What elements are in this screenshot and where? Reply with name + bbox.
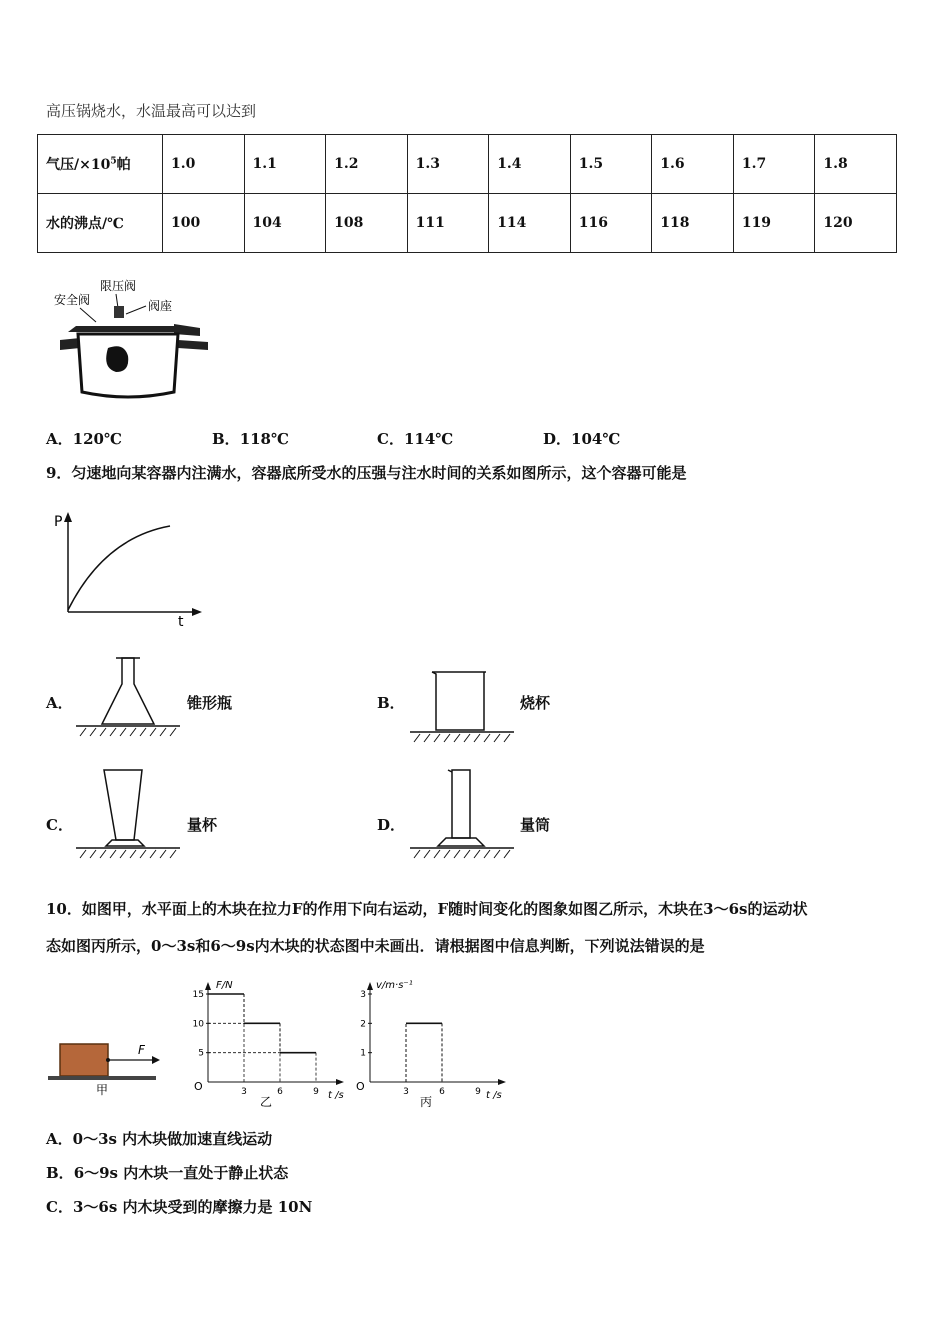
q8-option-b[interactable]: B．118℃ bbox=[212, 430, 289, 448]
graph-y-label: P bbox=[54, 514, 63, 530]
graph-x-label: t bbox=[178, 614, 184, 628]
table-cell: 1.5 bbox=[570, 135, 652, 194]
pot-body-icon bbox=[78, 334, 178, 397]
table-cell: 1.8 bbox=[815, 135, 897, 194]
pressure-cooker-figure bbox=[50, 276, 220, 406]
q9-option-d[interactable]: D． bbox=[377, 816, 406, 834]
table-cell: 104 bbox=[244, 194, 326, 253]
q8-option-c[interactable]: C．114℃ bbox=[377, 430, 454, 448]
q10-option-a[interactable]: A．0～3s 内木块做加速直线运动 bbox=[46, 1130, 273, 1148]
y-axis-label: v/m·s⁻¹ bbox=[376, 980, 413, 991]
q9-option-c[interactable]: C． bbox=[46, 816, 73, 834]
y-tick-label: 1 bbox=[360, 1048, 366, 1059]
q9-option-d-name: 量筒 bbox=[520, 816, 551, 834]
q9-option-c-name: 量杯 bbox=[187, 816, 218, 834]
fig-jia-block bbox=[44, 1036, 164, 1098]
x-tick-label: 9 bbox=[313, 1087, 319, 1097]
y-tick-label: 3 bbox=[360, 990, 366, 1000]
table-row bbox=[38, 135, 897, 194]
valve-icon bbox=[114, 306, 124, 318]
q9-pressure-graph bbox=[44, 508, 214, 628]
measuring-cup-icon bbox=[72, 766, 184, 860]
origin-label: O bbox=[356, 1080, 365, 1093]
wooden-block-icon bbox=[60, 1044, 108, 1076]
beaker-icon bbox=[406, 664, 518, 744]
table-cell: 111 bbox=[407, 194, 489, 253]
intro-text: 高压锅烧水，水温最高可以达到 bbox=[46, 102, 257, 120]
x-tick-label: 9 bbox=[475, 1087, 481, 1097]
y-tick-label: 2 bbox=[360, 1019, 366, 1030]
table-cell: 1.0 bbox=[163, 135, 245, 194]
x-tick-label: 6 bbox=[439, 1087, 445, 1097]
table-cell: 100 bbox=[163, 194, 245, 253]
lid-icon bbox=[68, 326, 182, 332]
safety-valve-label: 安全阀 bbox=[54, 293, 91, 307]
graduated-cylinder-icon bbox=[406, 766, 518, 860]
force-label: F bbox=[138, 1043, 145, 1057]
table-cell: 119 bbox=[733, 194, 815, 253]
q10-text-line1: 10．如图甲，水平面上的木块在拉力F的作用下向右运动，F随时间变化的图象如图乙所示，木块在3～6s的运动状 bbox=[46, 900, 808, 918]
y-tick-label: 5 bbox=[198, 1048, 204, 1059]
x-tick-label: 3 bbox=[241, 1087, 247, 1097]
table-cell: 116 bbox=[570, 194, 652, 253]
table-cell: 1.3 bbox=[407, 135, 489, 194]
fig-jia-caption: 甲 bbox=[96, 1083, 109, 1097]
table-header-pressure: 气压$/\times 10^5$帕 bbox=[38, 135, 163, 194]
q9-option-a[interactable]: A． bbox=[46, 694, 73, 712]
table-header-boiling: 水的沸点/℃ bbox=[38, 194, 163, 253]
table-cell: 1.7 bbox=[733, 135, 815, 194]
fig-bing-velocity-graph bbox=[352, 976, 512, 1108]
q10-option-c[interactable]: C．3～6s 内木块受到的摩擦力是 10N bbox=[46, 1198, 313, 1216]
flask-icon bbox=[72, 654, 184, 740]
x-tick-label: 3 bbox=[403, 1087, 409, 1097]
table-cell: 1.4 bbox=[489, 135, 571, 194]
q8-option-d[interactable]: D．104℃ bbox=[543, 430, 621, 448]
origin-label: O bbox=[194, 1080, 203, 1093]
fig-yi-force-graph bbox=[190, 976, 350, 1108]
table-cell: 114 bbox=[489, 194, 571, 253]
table-cell: 1.6 bbox=[652, 135, 734, 194]
table-cell: 120 bbox=[815, 194, 897, 253]
pressure-boiling-table bbox=[37, 134, 897, 253]
x-axis-label: t /s bbox=[328, 1090, 344, 1101]
fig-bing-caption: 丙 bbox=[420, 1095, 433, 1108]
table-cell: 108 bbox=[326, 194, 408, 253]
x-axis-label: t /s bbox=[486, 1090, 502, 1101]
q9-option-b-name: 烧杯 bbox=[520, 694, 551, 712]
q8-option-a[interactable]: A．120℃ bbox=[46, 430, 122, 448]
x-tick-label: 6 bbox=[277, 1087, 283, 1097]
pressure-curve bbox=[68, 526, 170, 610]
q10-text-line2: 态如图丙所示，0～3s和6～9s内木块的状态图中未画出．请根据图中信息判断，下列说法错误的是 bbox=[46, 937, 705, 955]
y-tick-label: 10 bbox=[192, 1019, 204, 1030]
table-cell: 1.1 bbox=[244, 135, 326, 194]
q9-text: 9．匀速地向某容器内注满水，容器底所受水的压强与注水时间的关系如图所示，这个容器可能是 bbox=[46, 464, 687, 482]
table-cell: 118 bbox=[652, 194, 734, 253]
q9-option-a-name: 锥形瓶 bbox=[187, 694, 233, 712]
y-axis-label: F/N bbox=[216, 980, 233, 991]
table-cell: 1.2 bbox=[326, 135, 408, 194]
fig-yi-caption: 乙 bbox=[260, 1095, 273, 1108]
q10-option-b[interactable]: B．6～9s 内木块一直处于静止状态 bbox=[46, 1164, 289, 1182]
pressure-valve-label: 限压阀 bbox=[100, 279, 137, 293]
valve-seat-label: 阀座 bbox=[148, 299, 173, 313]
q9-option-b[interactable]: B． bbox=[377, 694, 405, 712]
table-row bbox=[38, 194, 897, 253]
y-tick-label: 15 bbox=[192, 990, 204, 1000]
